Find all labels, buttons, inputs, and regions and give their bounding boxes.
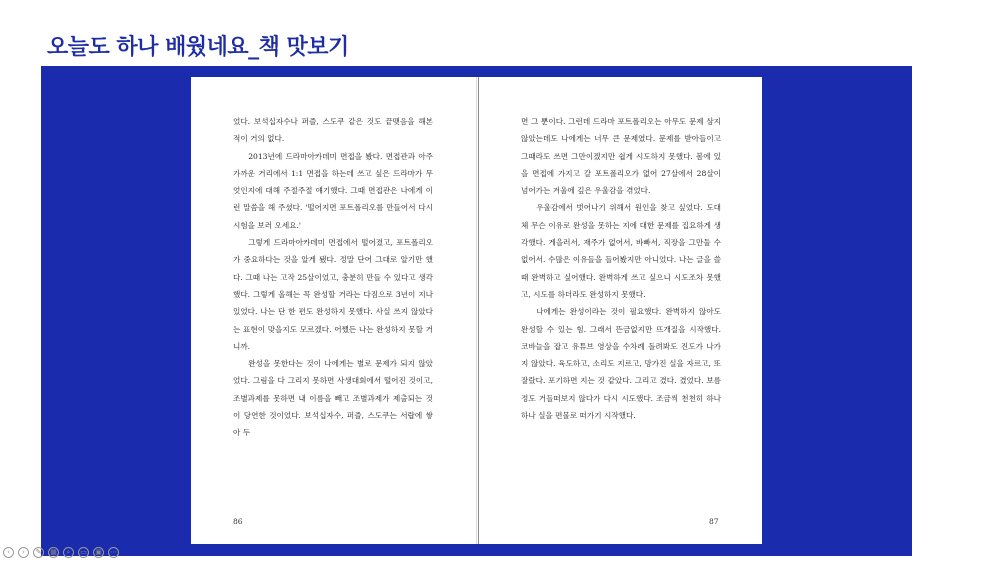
left-paragraph: 었다. 보석십자수나 퍼즐, 스도쿠 같은 것도 끝맺음을 해본 적이 거의 없다. bbox=[233, 117, 433, 144]
right-page-text bbox=[521, 113, 721, 424]
left-page-text bbox=[233, 113, 433, 442]
next-icon[interactable]: › bbox=[18, 547, 29, 558]
screen-icon[interactable]: ▣ bbox=[93, 547, 104, 558]
right-paragraph: 우울감에서 벗어나기 위해서 원인을 찾고 싶었다. 도대체 무슨 이유로 완성을 못하는 지에 대한 문제를 집요하게 생각했다. 게을러서, 재주가 없어서, 바빠서, 직장을 그만둘 수 없어서. 수많은 이유들을 들어봤지만 아니었다. 나는 글을 쓸 때 완벽하고 싶어했다. 완벽하게 쓰고 싶으니 시도조차 못했고, 시도를 하더라도 완성하지 못했다. bbox=[521, 203, 721, 299]
zoom-icon[interactable]: ⌕ bbox=[63, 547, 74, 558]
book-gutter-shadow bbox=[476, 77, 477, 544]
more-icon[interactable]: ⋯ bbox=[110, 547, 117, 556]
left-paragraph: 완성을 못한다는 것이 나에게는 별로 문제가 되지 않았었다. 그림을 다 그리지 못하면 사생대회에서 떨어진 것이고, 조별과제를 못하면 내 이름을 빼고 조별과제가 제출되는 것이 당연한 것이었다. 보석십자수, 퍼즐, 스도쿠는 서랍에 쌓아 두 bbox=[233, 359, 433, 438]
slideshow-toolbar bbox=[3, 545, 119, 559]
right-page-number: 87 bbox=[709, 517, 719, 526]
prev-icon[interactable]: ‹ bbox=[3, 547, 14, 558]
right-paragraph: 면 그 뿐이다. 그런데 드라마 포트폴리오는 아무도 문제 삼지 않았는데도 나에게는 너무 큰 문제였다. 문제를 받아들이고 그때라도 쓰면 그만이겠지만 쉽게 시도하지 못했다. 봄에 있을 면접에 가지고 갈 포트폴리오가 없어 27살에서 28살이 넘어가는 겨울에 깊은 우울감을 겪었다. bbox=[521, 117, 721, 196]
slide-title: 오늘도 하나 배웠네요_책 맛보기 bbox=[47, 35, 349, 60]
open-book-spread bbox=[191, 77, 762, 544]
slides-icon[interactable]: ▦ bbox=[48, 547, 59, 558]
subtitle-icon[interactable]: ▭ bbox=[78, 547, 89, 558]
left-page-number: 86 bbox=[233, 517, 243, 526]
left-paragraph: 2013년에 드라마아카데미 면접을 봤다. 면접관과 아주 가까운 거리에서 1:1 면접을 하는데 쓰고 싶은 드라마가 무엇인지에 대해 주절주절 얘기했다. 그때 면접관은 나에게 이런 말씀을 해 주셨다. '떨어지면 포트폴리오를 만들어서 다시 시험을 보러 오세요.' bbox=[233, 151, 433, 230]
book-gutter bbox=[478, 77, 479, 544]
pen-icon[interactable]: ✎ bbox=[33, 547, 44, 558]
right-paragraph: 나에게는 완성이라는 것이 필요했다. 완벽하지 않아도 완성할 수 있는 힘. 그래서 뜬금없지만 뜨개질을 시작했다. 코바늘을 잡고 유튜브 영상을 수차례 돌려봐도 진도가 나가지 않았다. 육도하고, 소리도 지르고, 망가진 실을 자르고, 또 잘랐다. 포기하면 지는 것 같았다. 그리고 겼다. 겼었다. 보름 정도 거들떠보지 않다가 다시 시도했다. 조금씩 천천히 하나하나 실을 편물로 떠가기 시작했다. bbox=[521, 307, 721, 421]
left-paragraph: 그렇게 드라마아카데미 면접에서 떨어졌고, 포트폴리오가 중요하다는 것을 알게 됐다. 정말 단어 그대로 알기만 했다. 그때 나는 고작 25살이었고, 충분히 만들 수 있다고 생각했다. 그렇게 올해는 꼭 완성할 거라는 다짐으로 3년이 지나 있었다. 나는 단 한 편도 완성하지 못했다. 사실 쓰지 않았다는 표현이 맞을지도 모르겠다. 어쨌든 나는 완성하지 못할 거니까. bbox=[233, 238, 433, 351]
